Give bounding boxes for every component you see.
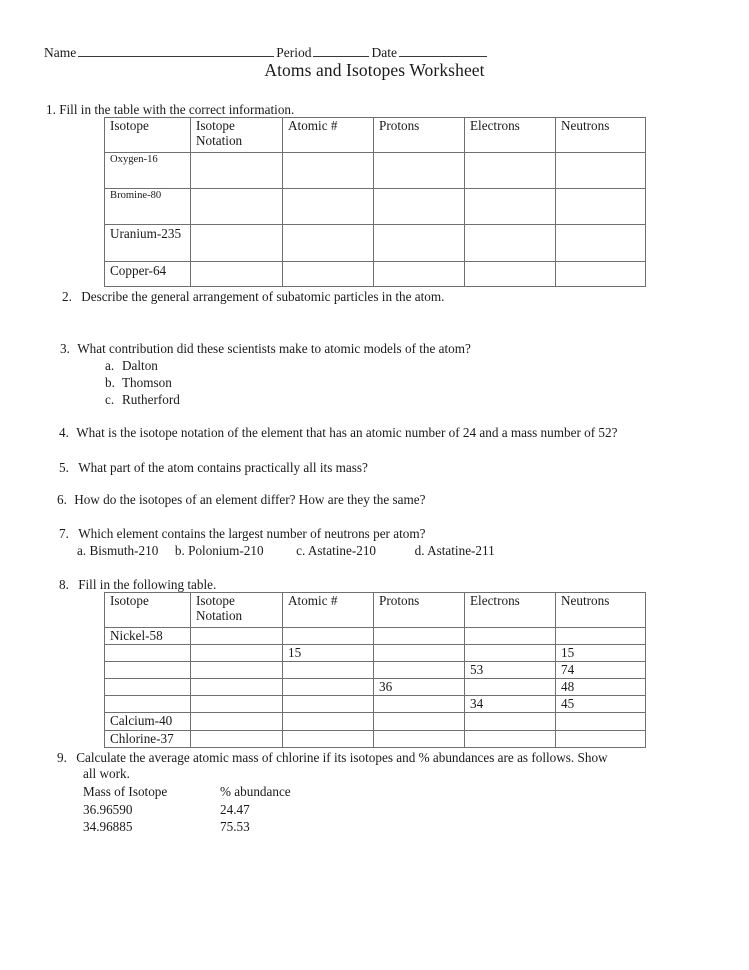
- question-2-prompt: Describe the general arrangement of subatomic particles in the atom.: [81, 289, 445, 304]
- table-2-col-isotope: Isotope: [105, 593, 191, 628]
- cell-protons[interactable]: [374, 628, 465, 645]
- cell-notation[interactable]: [191, 696, 283, 713]
- cell-notation[interactable]: [191, 153, 283, 189]
- cell-isotope: Oxygen-16: [105, 153, 191, 189]
- question-8-number: 8.: [59, 577, 69, 592]
- table-2-header-row: [105, 593, 646, 628]
- q9-col1-header: Mass of Isotope: [83, 784, 168, 799]
- cell-notation[interactable]: [191, 628, 283, 645]
- name-input-rule[interactable]: [78, 44, 274, 57]
- period-input-rule[interactable]: [313, 44, 369, 57]
- question-1-prompt: Fill in the table with the correct information.: [59, 102, 295, 117]
- option-letter: a.: [105, 358, 115, 373]
- cell-electrons[interactable]: [465, 628, 556, 645]
- cell-protons[interactable]: [374, 262, 465, 287]
- cell-notation[interactable]: [191, 189, 283, 225]
- notation-line-2: Notation: [196, 132, 243, 148]
- table-2-col-atomic: Atomic #: [283, 593, 374, 628]
- cell-isotope: Uranium-235: [105, 225, 191, 262]
- table-1-col-notation: [191, 118, 283, 153]
- question-4-number: 4.: [59, 425, 69, 440]
- cell-neutrons[interactable]: [556, 153, 646, 189]
- table-row: [105, 153, 646, 189]
- table-row: [105, 713, 646, 730]
- cell-isotope: Chlorine-37: [105, 730, 191, 747]
- cell-atomic: 15: [283, 645, 374, 662]
- cell-protons: 36: [374, 679, 465, 696]
- q9-data-row: [83, 818, 291, 836]
- question-7-option-a: [77, 543, 158, 558]
- question-4-text: [59, 424, 617, 441]
- cell-neutrons[interactable]: [556, 713, 646, 730]
- cell-electrons[interactable]: [465, 153, 556, 189]
- cell-notation[interactable]: [191, 713, 283, 730]
- q9-abundance-value: 24.47: [220, 801, 250, 817]
- question-9-text: [57, 749, 608, 766]
- cell-electrons: 53: [465, 662, 556, 679]
- table-2-col-notation: [191, 593, 283, 628]
- isotope-table-1: [104, 117, 646, 287]
- q9-mass-value: 36.96590: [83, 801, 133, 817]
- table-row: [105, 679, 646, 696]
- cell-atomic[interactable]: [283, 679, 374, 696]
- q9-header-row: [83, 783, 291, 801]
- table-row: [105, 730, 646, 747]
- table-row: [105, 262, 646, 287]
- question-3-option-a: [105, 357, 180, 374]
- cell-notation[interactable]: [191, 679, 283, 696]
- cell-isotope: Calcium-40: [105, 713, 191, 730]
- table-2-col-electrons: Electrons: [465, 593, 556, 628]
- option-letter: c.: [296, 543, 306, 558]
- option-label: Bismuth-210: [89, 543, 159, 558]
- cell-notation[interactable]: [191, 730, 283, 747]
- option-label: Polonium-210: [188, 543, 264, 558]
- cell-protons[interactable]: [374, 225, 465, 262]
- table-1-col-neutrons: Neutrons: [556, 118, 646, 153]
- cell-neutrons[interactable]: [556, 225, 646, 262]
- table-1-col-isotope: Isotope: [105, 118, 191, 153]
- question-7-options: [77, 542, 495, 559]
- option-label: Thomson: [122, 375, 172, 391]
- cell-neutrons: 48: [556, 679, 646, 696]
- student-info-line: [44, 44, 584, 61]
- table-1-header-row: [105, 118, 646, 153]
- cell-neutrons: 45: [556, 696, 646, 713]
- cell-atomic[interactable]: [283, 153, 374, 189]
- option-letter: b.: [174, 543, 185, 558]
- cell-neutrons: 74: [556, 662, 646, 679]
- question-3-prompt: What contribution did these scientists make to atomic models of the atom?: [77, 341, 471, 356]
- question-6-number: 6.: [57, 492, 67, 507]
- table-row: [105, 189, 646, 225]
- q9-col2-header: % abundance: [220, 784, 291, 799]
- question-2-text: [62, 288, 444, 305]
- cell-atomic[interactable]: [283, 730, 374, 747]
- option-label: Astatine-210: [307, 543, 377, 558]
- question-7-option-c: [296, 543, 376, 558]
- question-5-number: 5.: [59, 460, 69, 475]
- q9-data-row: [83, 801, 291, 819]
- question-3-options: [105, 357, 180, 408]
- cell-isotope[interactable]: [105, 662, 191, 679]
- cell-protons[interactable]: [374, 153, 465, 189]
- cell-neutrons[interactable]: [556, 189, 646, 225]
- cell-isotope[interactable]: [105, 696, 191, 713]
- question-7-text: [59, 525, 425, 542]
- cell-notation[interactable]: [191, 645, 283, 662]
- cell-electrons: 34: [465, 696, 556, 713]
- option-label: Dalton: [122, 358, 158, 373]
- question-6-prompt: How do the isotopes of an element differ? How are they the same?: [74, 492, 426, 507]
- cell-protons[interactable]: [374, 696, 465, 713]
- cell-neutrons[interactable]: [556, 262, 646, 287]
- cell-isotope: Copper-64: [105, 262, 191, 287]
- cell-neutrons: 15: [556, 645, 646, 662]
- cell-atomic[interactable]: [283, 713, 374, 730]
- cell-neutrons[interactable]: [556, 730, 646, 747]
- question-1-number: 1.: [46, 102, 56, 117]
- q9-abundance-value: 75.53: [220, 819, 250, 835]
- question-8-text: [59, 576, 216, 593]
- table-2-col-protons: Protons: [374, 593, 465, 628]
- question-3-text: [60, 340, 471, 357]
- option-letter: a.: [77, 543, 87, 558]
- question-5-prompt: What part of the atom contains practically all its mass?: [78, 460, 368, 475]
- question-7-prompt: Which element contains the largest number of neutrons per atom?: [78, 526, 426, 541]
- cell-atomic[interactable]: [283, 662, 374, 679]
- option-label: Rutherford: [122, 392, 180, 408]
- cell-protons[interactable]: [374, 662, 465, 679]
- cell-electrons[interactable]: [465, 225, 556, 262]
- notation-line-2: Notation: [196, 607, 243, 623]
- cell-electrons[interactable]: [465, 713, 556, 730]
- question-9-prompt-line-1: Calculate the average atomic mass of chlorine if its isotopes and % abundances are as follows. Show: [76, 750, 608, 765]
- option-letter: c.: [105, 392, 115, 408]
- option-letter: d.: [414, 543, 425, 558]
- cell-electrons[interactable]: [465, 730, 556, 747]
- cell-atomic[interactable]: [283, 225, 374, 262]
- table-2-col-neutrons: Neutrons: [556, 593, 646, 628]
- question-4-prompt: What is the isotope notation of the element that has an atomic number of 24 and a mass number of 52?: [76, 425, 618, 440]
- question-3-number: 3.: [60, 341, 70, 356]
- question-7-option-d: [415, 543, 495, 558]
- name-label: Name: [44, 45, 77, 60]
- cell-notation[interactable]: [191, 262, 283, 287]
- question-3-option-c: [105, 391, 180, 408]
- notation-line-1: Isotope: [196, 118, 235, 133]
- period-label: Period: [276, 45, 312, 60]
- cell-isotope[interactable]: [105, 645, 191, 662]
- cell-protons[interactable]: [374, 713, 465, 730]
- notation-line-1: Isotope: [196, 593, 235, 608]
- cell-atomic[interactable]: [283, 189, 374, 225]
- cell-electrons[interactable]: [465, 679, 556, 696]
- table-row: [105, 662, 646, 679]
- table-row: [105, 696, 646, 713]
- cell-electrons[interactable]: [465, 262, 556, 287]
- cell-protons[interactable]: [374, 730, 465, 747]
- cell-atomic[interactable]: [283, 262, 374, 287]
- question-5-text: [59, 459, 368, 476]
- question-7-number: 7.: [59, 526, 69, 541]
- cell-electrons[interactable]: [465, 189, 556, 225]
- cell-neutrons[interactable]: [556, 628, 646, 645]
- question-9-number: 9.: [57, 750, 67, 765]
- date-input-rule[interactable]: [399, 44, 487, 57]
- option-letter: b.: [105, 375, 115, 391]
- cell-atomic[interactable]: [283, 628, 374, 645]
- isotope-table-2: [104, 592, 646, 748]
- question-3-option-b: [105, 374, 180, 391]
- cell-isotope: Nickel-58: [105, 628, 191, 645]
- option-label: Astatine-211: [427, 543, 495, 558]
- question-6-text: [57, 491, 426, 508]
- cell-isotope: Bromine-80: [105, 189, 191, 225]
- table-1-col-atomic: Atomic #: [283, 118, 374, 153]
- cell-notation[interactable]: [191, 662, 283, 679]
- q9-mass-value: 34.96885: [83, 819, 133, 835]
- table-1-col-protons: Protons: [374, 118, 465, 153]
- question-9-prompt-line-2-wrap: [83, 765, 130, 782]
- cell-protons[interactable]: [374, 189, 465, 225]
- cell-atomic[interactable]: [283, 696, 374, 713]
- question-8-prompt: Fill in the following table.: [78, 577, 217, 592]
- question-2-number: 2.: [62, 289, 72, 304]
- question-9-data-table: [83, 783, 291, 836]
- table-row: [105, 225, 646, 262]
- question-9-prompt-line-2: all work.: [83, 766, 130, 781]
- table-1-col-electrons: Electrons: [465, 118, 556, 153]
- date-label: Date: [371, 45, 397, 60]
- cell-notation[interactable]: [191, 225, 283, 262]
- cell-isotope[interactable]: [105, 679, 191, 696]
- table-row: [105, 628, 646, 645]
- table-row: [105, 645, 646, 662]
- cell-electrons[interactable]: [465, 645, 556, 662]
- page-title: Atoms and Isotopes Worksheet: [264, 60, 485, 80]
- question-1-text: [46, 101, 294, 118]
- question-7-option-b: [175, 543, 264, 558]
- cell-protons[interactable]: [374, 645, 465, 662]
